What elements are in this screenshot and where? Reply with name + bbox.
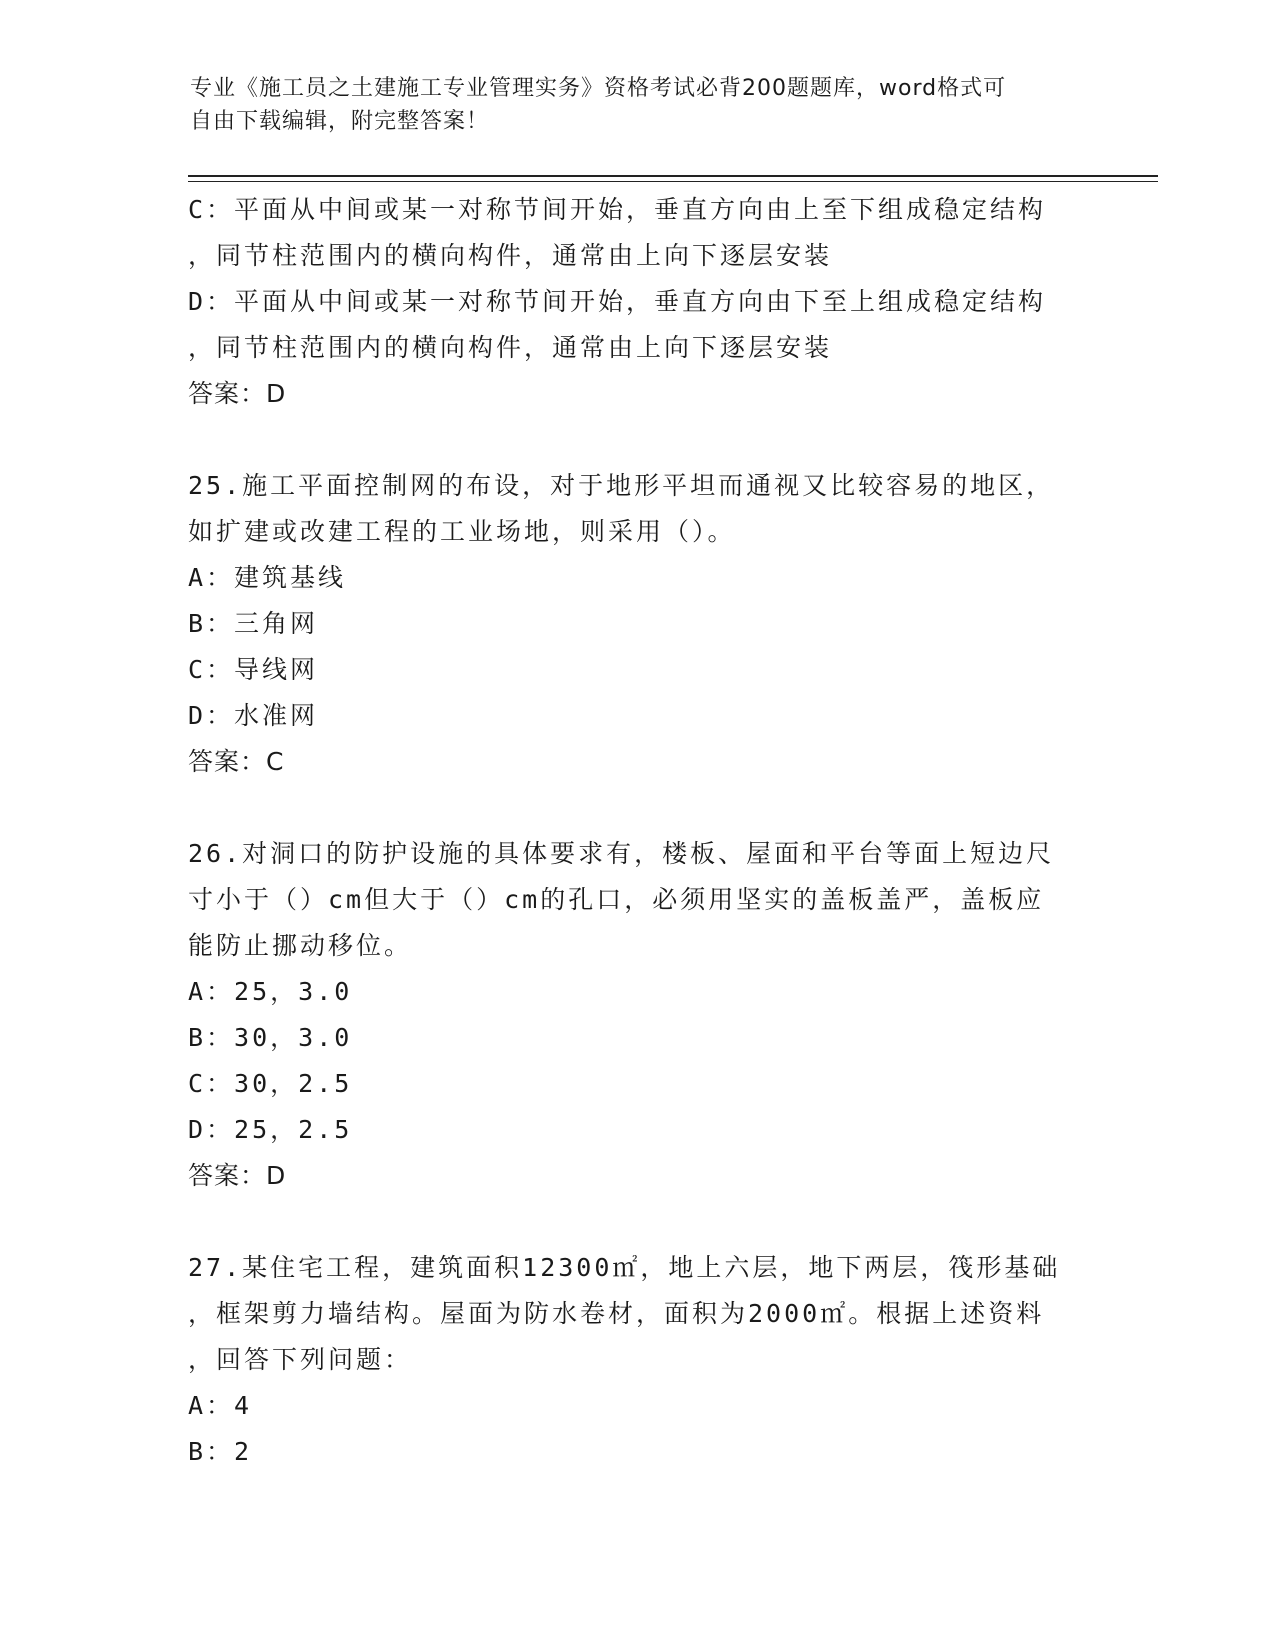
option-c: C：导线网: [188, 655, 319, 684]
question-stem-line-1: 25.施工平面控制网的布设，对于地形平坦而通视又比较容易的地区，: [188, 471, 1055, 500]
option-c-line-2: ，同节柱范围内的横向构件，通常由上向下逐层安装: [188, 241, 833, 270]
question-stem-line-2: 如扩建或改建工程的工业场地，则采用（）。: [188, 517, 736, 546]
option-c-line-1: C：平面从中间或某一对称节间开始，垂直方向由上至下组成稳定结构: [188, 195, 1047, 224]
option-c: C：30，2.5: [188, 1069, 353, 1098]
spacer: [188, 417, 1088, 463]
question-stem-line-3: ，回答下列问题：: [188, 1345, 413, 1374]
option-a: A：建筑基线: [188, 563, 347, 592]
question-stem-line-3: 能防止挪动移位。: [188, 931, 413, 960]
question-list: [188, 187, 1088, 1475]
option-d: D：水准网: [188, 701, 319, 730]
option-d: D：25，2.5: [188, 1115, 353, 1144]
spacer: [188, 1199, 1088, 1245]
question-stem-line-1: 27.某住宅工程，建筑面积12300㎡，地上六层，地下两层，筏形基础: [188, 1253, 1061, 1282]
header-divider-thin: [188, 181, 1158, 182]
question-stem-line-1: 26.对洞口的防护设施的具体要求有，楼板、屋面和平台等面上短边尺: [188, 839, 1055, 868]
option-b: B：三角网: [188, 609, 319, 638]
header-title-line-2: 自由下载编辑，附完整答案！: [190, 109, 490, 134]
document-header: [190, 72, 1070, 138]
option-a: A：25，3.0: [188, 977, 353, 1006]
question-stem-line-2: 寸小于（）cm但大于（）cm的孔口，必须用坚实的盖板盖严，盖板应: [188, 885, 1045, 914]
question-27: [188, 1245, 1088, 1475]
answer-text: 答案：D: [188, 1161, 287, 1190]
option-b: B：2: [188, 1437, 253, 1466]
option-b: B：30，3.0: [188, 1023, 353, 1052]
question-24-continued: [188, 187, 1088, 417]
answer-text: 答案：D: [188, 379, 287, 408]
question-stem-line-2: ，框架剪力墙结构。屋面为防水卷材，面积为2000㎡。根据上述资料: [188, 1299, 1045, 1328]
option-a: A：4: [188, 1391, 253, 1420]
answer-text: 答案：C: [188, 747, 285, 776]
header-divider-thick: [188, 175, 1158, 177]
spacer: [188, 785, 1088, 831]
option-d-line-2: ，同节柱范围内的横向构件，通常由上向下逐层安装: [188, 333, 833, 362]
header-title-line-1: 专业《施工员之土建施工专业管理实务》资格考试必背200题题库，word格式可: [190, 76, 1007, 101]
option-d-line-1: D：平面从中间或某一对称节间开始，垂直方向由下至上组成稳定结构: [188, 287, 1047, 316]
question-26: [188, 831, 1088, 1199]
question-25: [188, 463, 1088, 785]
